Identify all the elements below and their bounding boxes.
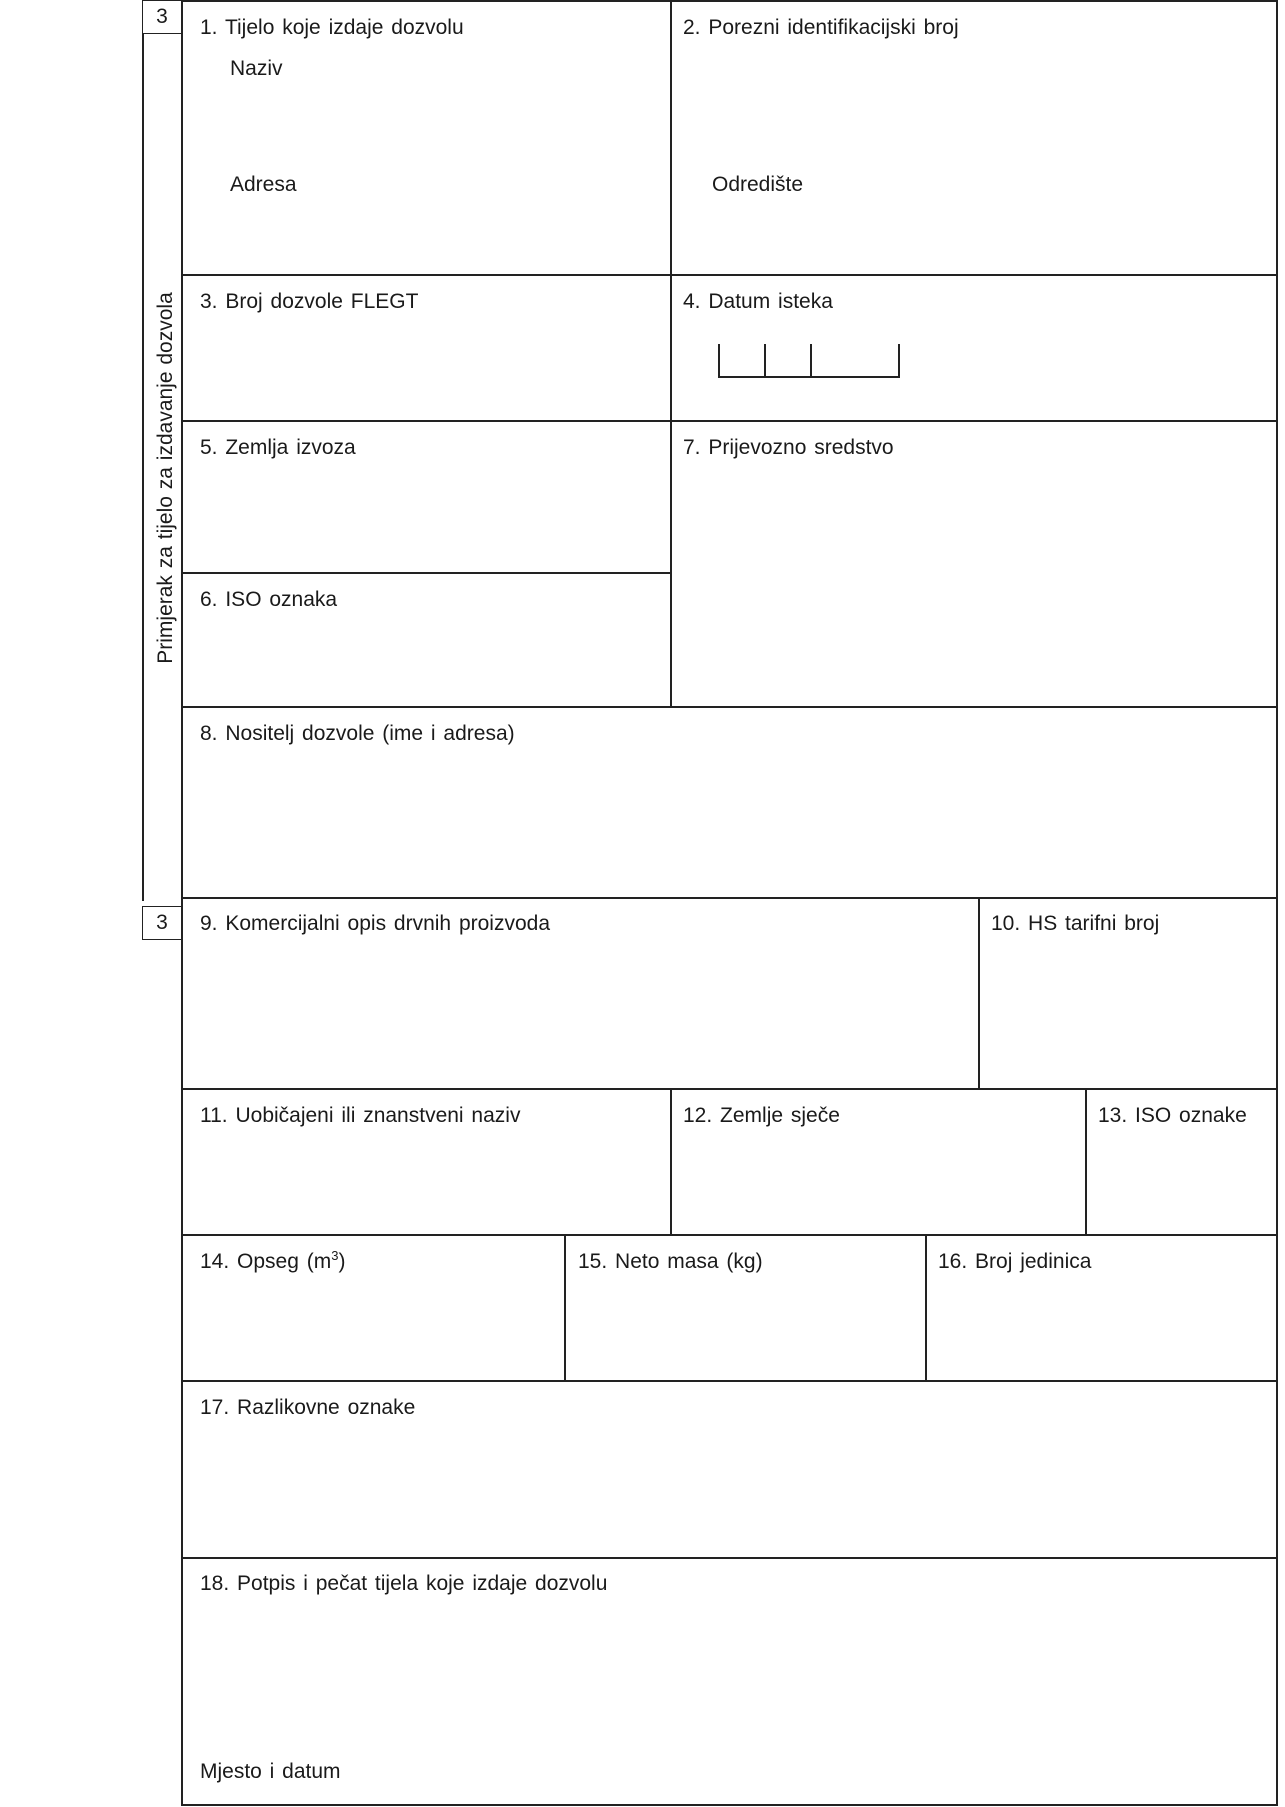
field-2-destination-label: Odredište [712,173,804,196]
field-14-unit-exponent: 3 [331,1248,339,1263]
field-7-label: 7. Prijevozno sredstvo [683,436,894,459]
divider-row3 [181,706,1278,708]
field-4-label: 4. Datum isteka [683,290,833,313]
field-13-label: 13. ISO oznake [1098,1104,1247,1127]
field-6-label: 6. ISO oznaka [200,588,338,611]
divider-col-left-top [670,0,672,707]
copy-number-bottom: 3 [142,906,182,940]
side-strip-left-border [142,33,144,901]
field-11-label: 11. Uobičajeni ili znanstveni naziv [200,1104,521,1127]
field-18-label: 18. Potpis i pečat tijela koje izdaje dozvolu [200,1572,608,1595]
divider-5-6 [181,572,671,574]
field-14-label-text: 14. Opseg (m [200,1250,332,1273]
field-17-label: 17. Razlikovne oznake [200,1396,416,1419]
frame-bottom [181,1804,1278,1806]
field-14-label-close: ) [338,1250,346,1273]
field-18-place-date-label: Mjesto i datum [200,1760,341,1783]
divider-row5 [181,1088,1278,1090]
field-16-label: 16. Broj jedinica [938,1250,1092,1273]
divider-9-10 [978,897,980,1089]
divider-row1 [181,274,1278,276]
divider-14-15 [564,1234,566,1381]
copy-label-vertical: Primjerak za tijelo za izdavanje dozvola [154,292,177,664]
field-14-label [200,1250,345,1274]
field-15-label: 15. Neto masa (kg) [578,1250,763,1273]
field-8-label: 8. Nositelj dozvole (ime i adresa) [200,722,515,745]
field-1-address-label: Adresa [230,173,297,196]
divider-11-12 [670,1088,672,1235]
divider-row6 [181,1234,1278,1236]
frame-top [181,0,1278,2]
divider-row2 [181,420,1278,422]
frame-left [181,0,183,1806]
expiry-date-boxes[interactable] [718,344,900,378]
divider-row8 [181,1557,1278,1559]
field-10-label: 10. HS tarifni broj [991,912,1160,935]
copy-number-top: 3 [142,0,182,34]
divider-row7 [181,1380,1278,1382]
field-1-label: 1. Tijelo koje izdaje dozvolu [200,16,464,39]
frame-right [1276,0,1278,1806]
field-3-label: 3. Broj dozvole FLEGT [200,290,419,313]
field-12-label: 12. Zemlje sječe [683,1104,840,1127]
field-1-name-label: Naziv [230,57,283,80]
field-5-label: 5. Zemlja izvoza [200,436,356,459]
field-9-label: 9. Komercijalni opis drvnih proizvoda [200,912,550,935]
field-2-label: 2. Porezni identifikacijski broj [683,16,959,39]
divider-12-13 [1085,1088,1087,1235]
divider-row4 [181,897,1278,899]
divider-15-16 [925,1234,927,1381]
